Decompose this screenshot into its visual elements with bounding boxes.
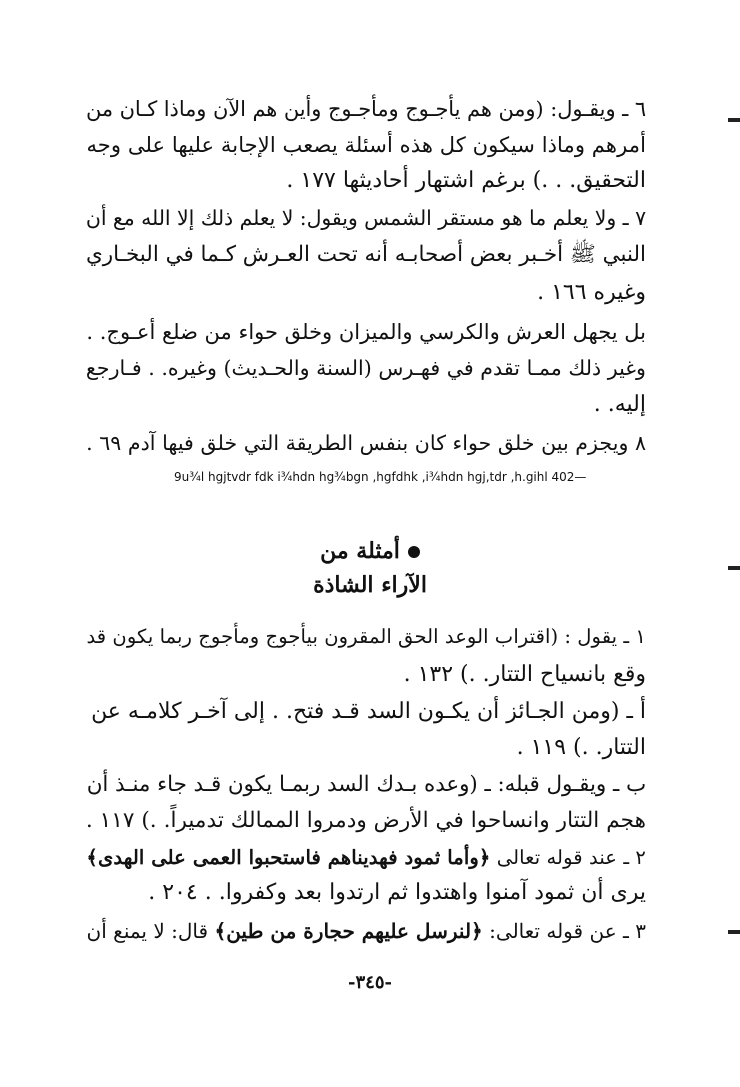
section-heading — [0, 536, 740, 566]
text-line: ٨ ويجزم بين خلق حواء كان بنفس الطريقة التي خلق فيها آدم ٦٩ . — [86, 431, 646, 455]
text-line: إليه. . — [593, 392, 646, 417]
running-note: 9u¾l hgjtvdr fdk i¾hdn hg¾bgn ,hgfdhk ,i¾hdn hgj,tdr ,h.gihl 402— — [174, 470, 587, 484]
text-line: أمرهم وماذا سيكون كل هذه أسئلة يصعب الإجابة عليها على وجه — [86, 132, 646, 157]
item-prefix: ٣ ـ عن قوله تعالى: — [482, 919, 646, 943]
text-line: ١ ـ يقول : (اقتراب الوعد الحق المقرون بيأجوج ومأجوج ربما يكون قد — [86, 625, 646, 648]
text-line: هجم التتار وانساحوا في الأرض ودمروا الممالك تدميراً. .) ١١٧ . — [85, 808, 646, 833]
item-prefix: ٢ ـ عند قوله تعالى — [490, 846, 646, 869]
text-line: يرى أن ثمود آمنوا واهتدوا ثم ارتدوا بعد وكفروا. . ٢٠٤ . — [148, 880, 646, 905]
text-line: ب ـ ويقـول قبله: ـ (وعده بـدك السد ربمـا يكون قـد جاء منـذ أن — [86, 772, 646, 797]
margin-mark — [728, 118, 740, 122]
text-line: ٦ ـ ويقـول: (ومن هم يأجـوج ومأجـوج وأين هم الآن وماذا كـان من — [85, 97, 646, 121]
text-line: التتار. .) ١١٩ . — [516, 735, 646, 760]
text-line — [87, 916, 646, 946]
bullet-icon — [408, 546, 420, 558]
text-line — [86, 842, 646, 873]
text-line: ٧ ـ ولا يعلم ما هو مستقر الشمس ويقول: لا يعلم ذلك إلا الله مع أن — [85, 206, 646, 230]
text-line: وغيره ١٦٦ . — [537, 280, 646, 305]
text-line: أ ـ (ومن الجـائز أن يكـون السد قـد فتح. . إلى آخـر كلامـه عن — [91, 699, 646, 724]
text-line: بل يجهل العرش والكرسي والميزان وخلق حواء من ضلع أعـوج. . — [86, 320, 646, 344]
margin-mark — [728, 930, 740, 934]
text-line: النبي ﷺ أخـبر بعض أصحابـه أنه تحت العـرش كـما في البخـاري — [85, 242, 646, 267]
heading-line-2: الآراء الشاذة — [313, 572, 427, 598]
text-line: التحقيق. . .) برغم اشتهار أحاديثها ١٧٧ . — [286, 168, 646, 193]
item-suffix: قال: لا يمنع أن — [86, 919, 215, 943]
quran-verse: ﴿وأما ثمود فهديناهم فاستحبوا العمى على الهدى﴾ — [86, 845, 491, 869]
text-line: وقع بانسياح التتار. .) ١٣٢ . — [403, 662, 646, 687]
heading-line-1: أمثلة من — [320, 538, 400, 564]
page-number: -٣٤٥- — [348, 972, 392, 993]
text-line: وغير ذلك ممـا تقدم في فهـرس (السنة والحـديث) وغيره. . فـارجع — [85, 356, 646, 380]
quran-verse: ﴿لنرسل عليهم حجارة من طين﴾ — [214, 919, 483, 943]
